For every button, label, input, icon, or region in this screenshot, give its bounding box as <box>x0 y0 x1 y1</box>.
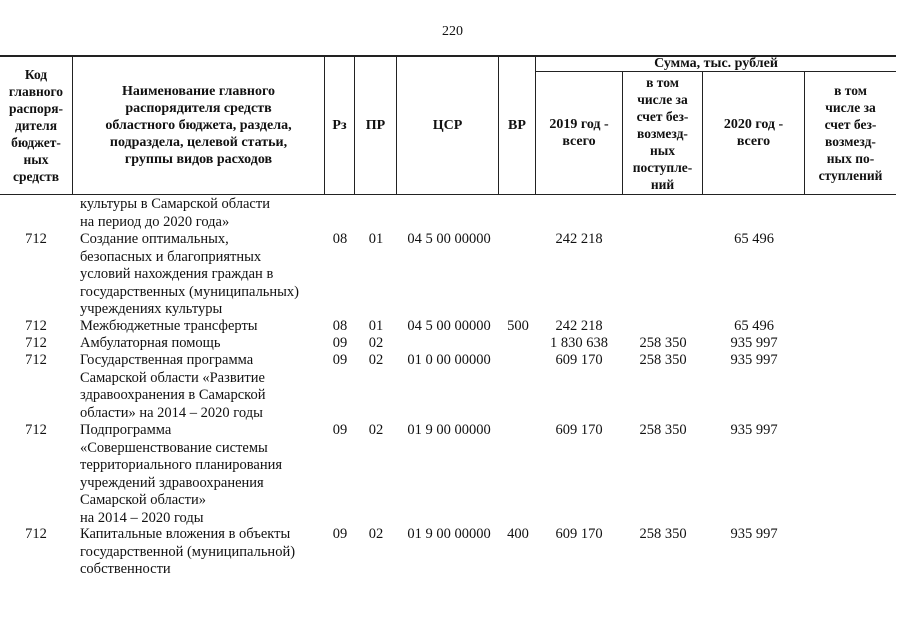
row-4-code: 712 <box>25 352 47 368</box>
header-name: Наименование главного распорядителя средств областного бюджета, раздела, подраздела, целевой статьи, группы видов расходов <box>105 83 292 167</box>
row-5-rz: 09 <box>332 422 348 438</box>
row-1-csr: 04 5 00 00000 <box>407 231 491 247</box>
row-4-2019-gratuitous: 258 350 <box>639 352 687 368</box>
row-3-rz: 09 <box>332 335 348 351</box>
row-5-csr: 01 9 00 00000 <box>407 422 491 438</box>
row-5-2019-gratuitous: 258 350 <box>639 422 687 438</box>
row-0-name: культуры в Самарской области на период до 2020 года» <box>80 196 270 230</box>
row-1-rz: 08 <box>332 231 348 247</box>
page-number: 220 <box>442 24 463 39</box>
row-2-rz: 08 <box>332 318 348 334</box>
header-bottom-rule <box>0 194 896 195</box>
row-4-2020-total: 935 997 <box>730 352 778 368</box>
row-4-name: Государственная программа Самарской области «Развитие здравоохранения в Самарской области» на 2014 – 2020 годы <box>80 352 266 421</box>
row-1-2020-total: 65 496 <box>734 231 774 247</box>
row-4-csr: 01 0 00 00000 <box>407 352 491 368</box>
row-6-rz: 09 <box>332 526 348 542</box>
row-3-2019-total: 1 830 638 <box>550 335 608 351</box>
row-3-pr: 02 <box>368 335 384 351</box>
row-6-2019-gratuitous: 258 350 <box>639 526 687 542</box>
row-6-2019-total: 609 170 <box>555 526 603 542</box>
row-4-pr: 02 <box>368 352 384 368</box>
row-6-csr: 01 9 00 00000 <box>407 526 491 542</box>
header-code: Код главного распоря- дителя бюджет- ных средств <box>8 66 64 184</box>
row-3-2020-total: 935 997 <box>730 335 778 351</box>
row-2-name: Межбюджетные трансферты <box>80 318 258 334</box>
row-6-name: Капитальные вложения в объекты государственной (муниципальной) собственности <box>80 526 296 577</box>
row-2-pr: 01 <box>368 318 384 334</box>
row-3-name: Амбулаторная помощь <box>80 335 221 351</box>
row-1-pr: 01 <box>368 231 384 247</box>
row-2-csr: 04 5 00 00000 <box>407 318 491 334</box>
row-6-vr: 400 <box>507 526 529 542</box>
row-1-name: Создание оптимальных, безопасных и благоприятных условий нахождения граждан в государственных (муниципальных) учреждениях культуры <box>80 231 299 317</box>
row-5-name: Подпрограмма «Совершенствование системы территориального планирования учреждений здравоохранения Самарской области» на 2014 – 2020 годы <box>80 422 283 526</box>
header-csr: ЦСР <box>432 117 463 133</box>
row-6-code: 712 <box>25 526 47 542</box>
row-5-pr: 02 <box>368 422 384 438</box>
header-pr: ПР <box>365 117 386 133</box>
header-2019-gratuitous: в том числе за счет без- возмезд- ных поступле- ний <box>632 74 693 192</box>
header-sum-group: Сумма, тыс. рублей <box>654 56 778 71</box>
row-2-code: 712 <box>25 318 47 334</box>
row-4-rz: 09 <box>332 352 348 368</box>
row-1-2019-total: 242 218 <box>555 231 603 247</box>
header-rz: Рз <box>332 117 347 133</box>
row-6-2020-total: 935 997 <box>730 526 778 542</box>
row-5-code: 712 <box>25 422 47 438</box>
row-3-2019-gratuitous: 258 350 <box>639 335 687 351</box>
header-2019-total: 2019 год - всего <box>549 117 609 149</box>
row-1-code: 712 <box>25 231 47 247</box>
row-4-2019-total: 609 170 <box>555 352 603 368</box>
header-2020-total: 2020 год - всего <box>723 117 784 149</box>
header-vr: ВР <box>508 117 526 133</box>
row-3-code: 712 <box>25 335 47 351</box>
header-2020-gratuitous: в том числе за счет без- возмезд- ных по- ступлений <box>818 83 883 183</box>
row-2-vr: 500 <box>507 318 529 334</box>
row-2-2019-total: 242 218 <box>555 318 603 334</box>
row-5-2020-total: 935 997 <box>730 422 778 438</box>
row-6-pr: 02 <box>368 526 384 542</box>
row-2-2020-total: 65 496 <box>734 318 774 334</box>
row-5-2019-total: 609 170 <box>555 422 603 438</box>
